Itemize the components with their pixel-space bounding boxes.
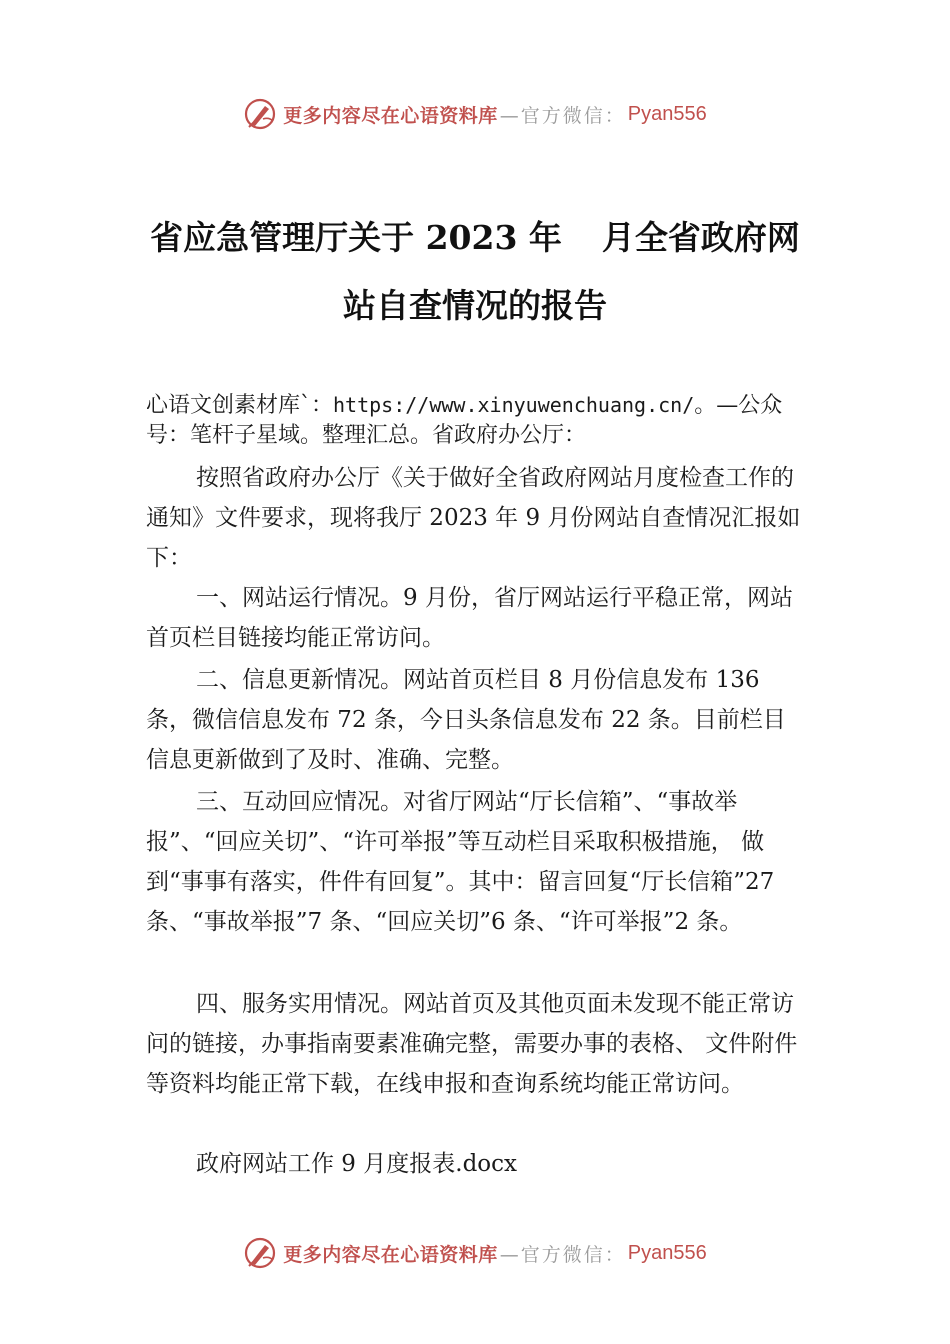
attachment-line <box>146 1144 806 1184</box>
document-title-line1 <box>0 212 950 259</box>
paragraph-info-update <box>146 660 806 780</box>
paragraph-text: 按照省政府办公厅《关于做好全省政府网站月度检查工作的通知》文件要求，现将我厅 2023 年 9 月份网站自查情况汇报如下： <box>146 465 801 571</box>
paragraph-website-operation <box>146 578 806 658</box>
intro-suffix: 。—公众号：笔杆子星域。整理汇总。省政府办公厅： <box>146 393 783 448</box>
paragraph-text: 三、互动回应情况。对省厅网站“厅长信箱”、“事故举报”、“回应关切”、“许可举报”等互动栏目采取积极措施， 做到“事事有落实，件件有回复”。其中：留言回复“厅长信箱”27 条、“事故举报”7 条、“回应关切”6 条、“许可举报”2 条。 <box>146 789 775 935</box>
paragraph-interaction <box>146 782 806 942</box>
intro-url: https://www.xinyuwenchuang.cn/ <box>333 393 695 417</box>
watermark-id: Pyan556 <box>627 1241 707 1264</box>
paragraph-opening <box>146 458 806 578</box>
watermark-banner-bottom <box>0 1233 950 1273</box>
paragraph-text: 一、网站运行情况。9 月份，省厅网站运行平稳正常，网站首页栏目链接均能正常访问。 <box>146 585 793 651</box>
intro-prefix: 心语文创素材库`： <box>146 393 334 418</box>
watermark-separator: —官方微信： <box>499 104 626 127</box>
paragraph-text: 四、服务实用情况。网站首页及其他页面未发现不能正常访问的链接，办事指南要素准确完整，需要办事的表格、 文件附件等资料均能正常下载，在线申报和查询系统均能正常访问。 <box>146 991 798 1097</box>
watermark-text: 更多内容尽在心语资料库 <box>283 1243 498 1266</box>
title-part-a: 省应急管理厅关于 2023 年 <box>150 218 562 257</box>
title-part-b: 月全省政府网 <box>601 218 800 257</box>
attachment-filename: 政府网站工作 9 月度报表.docx <box>196 1151 517 1177</box>
document-title-line2: 站自查情况的报告 <box>343 286 607 325</box>
watermark-text: 更多内容尽在心语资料库 <box>283 104 498 127</box>
pen-logo-icon <box>243 97 277 131</box>
watermark-separator: —官方微信： <box>499 1243 626 1266</box>
watermark-banner-top <box>0 94 950 134</box>
pen-logo-icon <box>243 1236 277 1270</box>
watermark-id: Pyan556 <box>627 102 707 125</box>
paragraph-service <box>146 984 806 1104</box>
paragraph-text: 二、信息更新情况。网站首页栏目 8 月份信息发布 136 条，微信信息发布 72 条，今日头条信息发布 22 条。目前栏目信息更新做到了及时、准确、完整。 <box>146 667 786 773</box>
intro-paragraph <box>146 390 806 451</box>
